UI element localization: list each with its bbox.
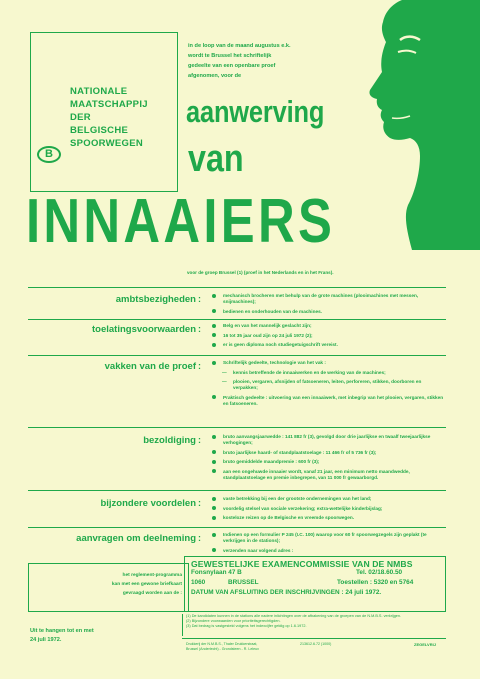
- list-item: bedienen en onderhouden van de machines.: [212, 309, 446, 315]
- section-divider: [28, 319, 446, 320]
- list-item: verzenden naar volgend adres :: [212, 548, 446, 554]
- programma-line: gevraagd worden aan de :: [122, 591, 182, 596]
- section-label: vakken van de proef: [104, 361, 196, 372]
- headline-aanwerving: aanwerving: [186, 94, 325, 129]
- section-items: [212, 323, 446, 352]
- list-item: bruto aanvangsjaarwedde : 141 882 fr (3), gevolgd door drie jaarlijkse en twaalf tweejaarlijkse verhogingen;: [212, 434, 446, 446]
- footnote: (1) De kandidaten kunnen in de stations alle nadere inlichtingen over de afbakening van de groepen van de N.M.B.S. verkrijgen.: [186, 614, 402, 618]
- list-item: aan een ongehuwde innaaier wordt, vanaf 21 jaar, een minimum netto maandwedde, standplaatstoelage en premie inbegrepen, van 11 000 fr gewaarborgd.: [212, 469, 446, 481]
- commission-title: GEWESTELIJKE EXAMENCOMMISSIE VAN DE NMBS: [191, 559, 413, 569]
- org-line: DER: [70, 112, 91, 123]
- list-item: bruto gemiddelde maandpremie : 600 fr (3);: [212, 459, 446, 465]
- sub-list-item: — plooien, vergaren, afsnijden of fatsoeneren, leiten, perforeren, stikken, doorboren en verpakken;: [222, 378, 422, 390]
- section-items: [212, 293, 446, 318]
- list-item: er is geen diploma noch studiegetuigschrift vereist.: [212, 342, 446, 348]
- street: Fonsnylaan 47 B: [191, 569, 242, 576]
- org-line: MAATSCHAPPIJ: [70, 99, 148, 110]
- list-item: Belg en van het mannelijk geslacht zijn;: [212, 323, 446, 329]
- colon: :: [198, 324, 201, 334]
- programma-text: [38, 571, 182, 598]
- address-row: [191, 579, 441, 589]
- list-item: Indienen op een formulier P 245 (I.C. 100) waarop voor 60 fr spoorwegzegels zijn geplakt (te verkrijgen in de stations);: [212, 532, 446, 544]
- list-item: 16 tot 35 jaar oud zijn op 24 juli 1972 (2);: [212, 333, 446, 339]
- deadline: DATUM VAN AFSLUITING DER INSCHRIJVINGEN : 24 juli 1972.: [191, 589, 382, 596]
- list-item: voordelig stelsel van sociale verzekering; extra-wettelijke kinderbijslag;: [212, 506, 446, 512]
- printer-line: Drukkerij der N.M.B.S., Thaler Drukkerstraat,: [186, 642, 258, 646]
- intro-line: gedeelte van een openbare proef: [188, 63, 276, 69]
- org-line: SPOORWEGEN: [70, 138, 144, 149]
- programma-line: kan met een gewone briefkaart: [111, 582, 182, 587]
- section-divider: [28, 527, 446, 528]
- section-divider: [28, 287, 446, 288]
- headline-job: INNAAIERS: [26, 187, 336, 256]
- face-profile-illustration: [340, 0, 480, 250]
- org-line: BELGISCHE: [70, 125, 129, 136]
- list-item: mechanisch brocheren met behulp van de grote machines (plooimachines met messen, snijmachines);: [212, 293, 446, 305]
- section-divider: [28, 355, 446, 356]
- footer-rule: [182, 638, 446, 639]
- display-until-line: Uit te hangen tot en met: [30, 628, 94, 634]
- section-items: [212, 496, 446, 525]
- footnote: (2) Bijzondere voorwaarden voor prioriteitsgerechtigden.: [186, 619, 281, 624]
- section-items: [212, 434, 446, 484]
- footnote-rule: [182, 614, 183, 636]
- intro-line: afgenomen, voor de: [188, 73, 242, 79]
- section-label: aanvragen om deelneming: [76, 533, 196, 544]
- footnotes: [186, 614, 446, 630]
- section-label: bezoldiging: [143, 435, 196, 446]
- nmbs-b-logo: B: [37, 146, 61, 163]
- intro-line: wordt te Brussel het schriftelijk: [188, 53, 272, 59]
- address-block: [191, 559, 441, 599]
- colon: :: [198, 435, 201, 445]
- intro-line: in de loop van de maand augustus e.k.: [188, 43, 291, 49]
- list-item: kosteloze reizen op de Belgische en vreemde spoorwegen.: [212, 515, 446, 521]
- colon: :: [198, 533, 201, 543]
- section-label: ambtsbezigheden: [115, 294, 196, 305]
- printer-line: Brussel (Anderlecht) - Grondsteen - R. Leleux: [186, 647, 259, 651]
- postcode: 1060: [191, 579, 206, 586]
- colon: :: [198, 498, 201, 508]
- city: BRUSSEL: [228, 579, 259, 586]
- section-label: toelatingsvoorwaarden: [92, 324, 196, 335]
- org-line: NATIONALE: [70, 86, 128, 97]
- section-items: [212, 360, 446, 410]
- colon: :: [198, 361, 201, 371]
- list-item: vaste betrekking bij een der grootste ondernemingen van het land;: [212, 496, 446, 502]
- colon: :: [198, 294, 201, 304]
- toestellen: Toestellen : 5320 en 5764: [337, 579, 414, 586]
- print-code: 213612.6.72 (1000): [300, 642, 332, 646]
- display-until: [30, 627, 94, 645]
- list-item: Schriftelijk gedeelte, technologie van het vak :: [212, 360, 446, 366]
- subtitle: voor de groep Brussel (1) (proef in het Nederlands en in het Frans).: [187, 270, 334, 275]
- headline-van: van: [188, 138, 244, 180]
- section-divider: [28, 427, 446, 428]
- intro-text: [188, 41, 348, 81]
- display-until-line: 24 juli 1972.: [30, 637, 62, 643]
- printer-info: [186, 642, 259, 652]
- zegelvrij-mark: ZEGELVRIJ: [414, 642, 436, 647]
- list-item: Praktisch gedeelte : uitvoering van een innaaiwerk, met inbegrip van het plooien, vergaren, stikken en fatsoeneren.: [212, 395, 446, 407]
- section-items: [212, 532, 446, 557]
- section-label: bijzondere voordelen: [100, 498, 196, 509]
- address-row: [191, 569, 441, 579]
- programma-line: het reglement-programma: [122, 573, 182, 578]
- telephone: Tel. 02/18.60.50: [356, 569, 403, 576]
- list-item: bruto jaarlijkse haard- of standplaatstoelage : 11 466 fr of 5 736 fr (3);: [212, 450, 446, 456]
- organization-name: [70, 85, 148, 150]
- section-divider: [28, 490, 446, 491]
- footnote: (3) Dat bedrag is vastgesteld volgens het indexcijfer geldig op 1.6.1972.: [186, 624, 307, 629]
- sub-list-item: — kennis betreffende de innaaiwerken en de werking van de machines;: [222, 369, 386, 375]
